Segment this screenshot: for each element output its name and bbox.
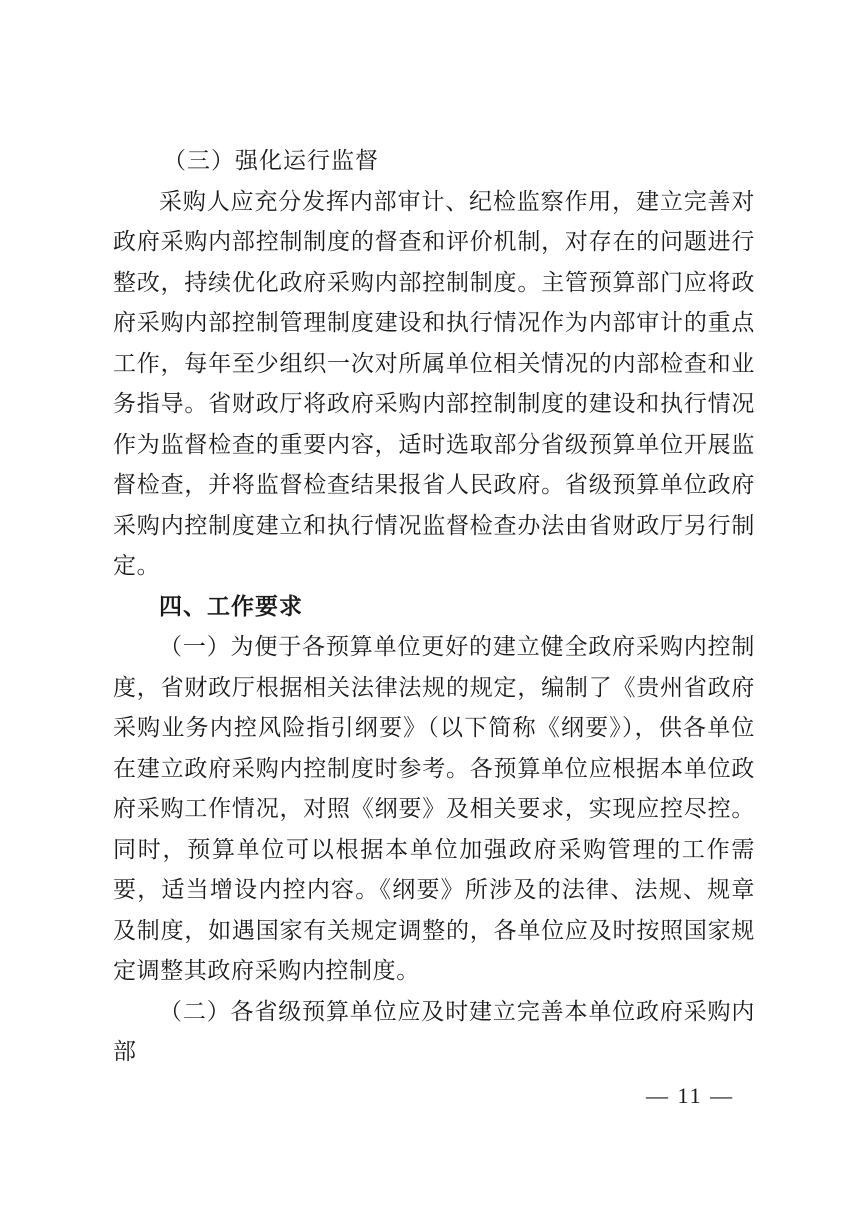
chapter-heading: 四、工作要求: [159, 593, 303, 620]
paragraph: （一）为便于各预算单位更好的建立健全政府采购内控制度，省财政厅根据相关法律法规的规定，编制了《贵州省政府采购业务内控风险指引纲要》（以下简称《纲要》），供各单位在建立政府采购内控制度时参考。各预算单位应根据本单位政府采购工作情况，对照《纲要》及相关要求，实现应控尽控。同时，预算单位可以根据本单位加强政府采购管理的工作需要，适当增设内控内容。《纲要》所涉及的法律、法规、规章及制度，如遇国家有关规定调整的，各单位应及时按照国家规定调整其政府采购内控制度。: [113, 634, 755, 984]
section-heading: （三）强化运行监督: [163, 148, 379, 174]
page-number: — 11 —: [646, 1083, 735, 1108]
paragraph: 采购人应充分发挥内部审计、纪检监察作用，建立完善对政府采购内部控制制度的督查和评价机制，对存在的问题进行整改，持续优化政府采购内部控制制度。主管预算部门应将政府采购内部控制管理制度建设和执行情况作为内部审计的重点工作，每年至少组织一次对所属单位相关情况的内部检查和业务指导。省财政厅将政府采购内部控制制度的建设和执行情况作为监督检查的重要内容，适时选取部分省级预算单位开展监督检查，并将监督检查结果报省人民政府。省级预算单位政府采购内控制度建立和执行情况监督检查办法由省财政厅另行制定。: [113, 188, 755, 579]
paragraph: （二）各省级预算单位应及时建立完善本单位政府采购内部: [113, 998, 755, 1065]
document-body: [113, 141, 755, 1073]
